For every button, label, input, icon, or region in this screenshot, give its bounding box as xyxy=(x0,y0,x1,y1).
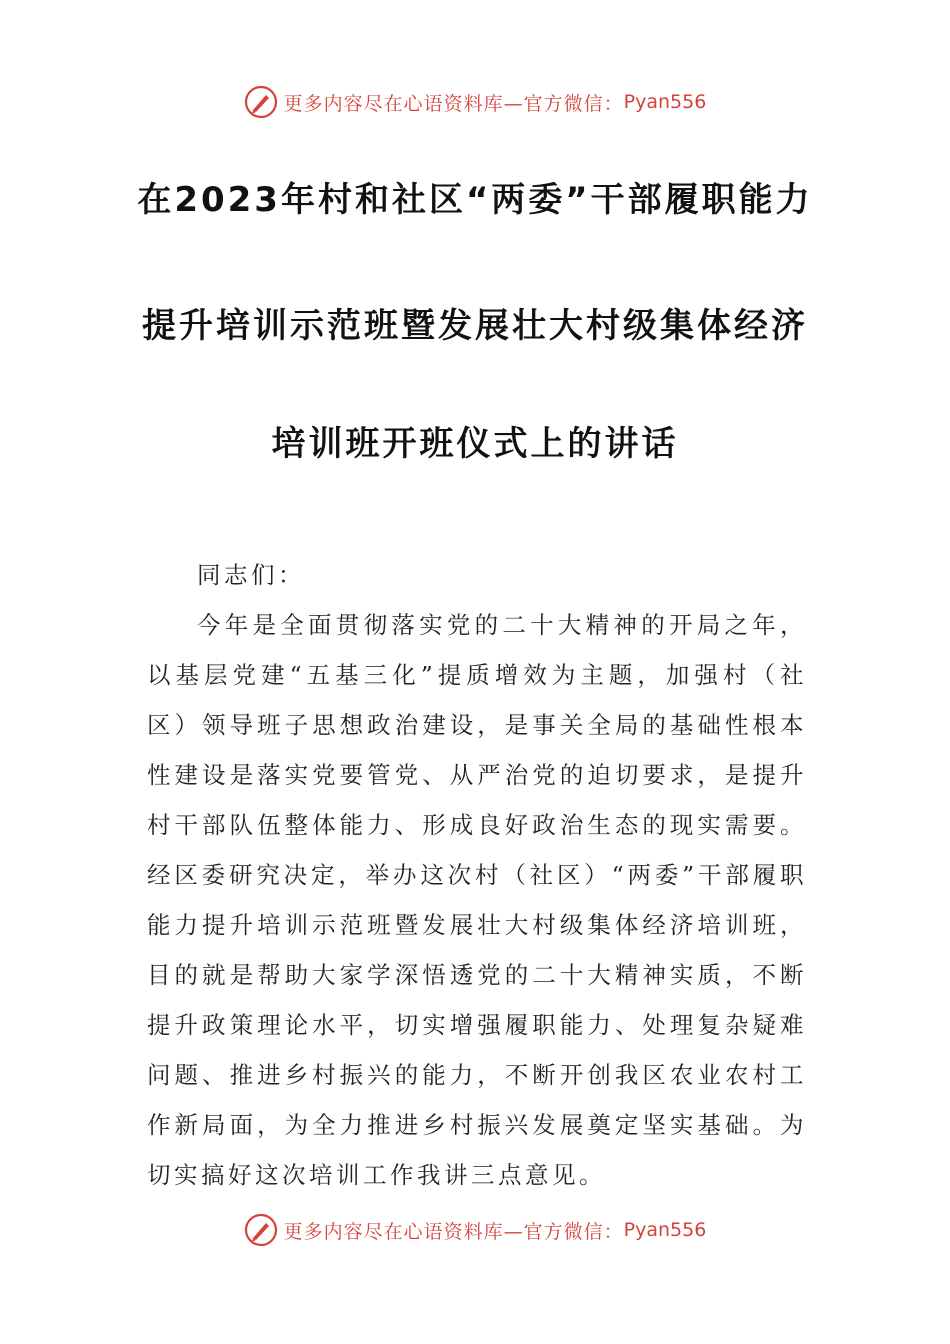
paragraph-1: 今年是全面贯彻落实党的二十大精神的开局之年，以基层党建“五基三化”提质增效为主题，加强村（社区）领导班子思想政治建设，是事关全局的基础性根本性建设是落实党要管党、从严治党的迫切要求，是提升村干部队伍整体能力、形成良好政治生态的现实需要。经区委研究决定，举办这次村（社区）“两委”干部履职能力提升培训示范班暨发展壮大村级集体经济培训班，目的就是帮助大家学深悟透党的二十大精神实质，不断提升政策理论水平，切实增强履职能力、处理复杂疑难问题、推进乡村振兴的能力，不断开创我区农业农村工作新局面，为全力推进乡村振兴发展奠定坚实基础。为切实搞好这次培训工作我讲三点意见。 xyxy=(147,611,807,1189)
pen-logo-icon xyxy=(244,1213,278,1247)
watermark-footer xyxy=(0,1210,950,1250)
watermark-header xyxy=(0,82,950,122)
pen-logo-icon xyxy=(244,85,278,119)
watermark-wechat-id: Pyan556 xyxy=(623,91,707,113)
title-line-3: 培训班开班仪式上的讲话 xyxy=(271,424,679,464)
salutation: 同志们： xyxy=(197,561,305,589)
watermark-wechat-id: Pyan556 xyxy=(623,1219,707,1241)
watermark-text: 更多内容尽在心语资料库—官方微信： xyxy=(283,1220,624,1243)
speech-body xyxy=(147,550,807,1200)
watermark-text: 更多内容尽在心语资料库—官方微信： xyxy=(283,92,624,115)
title-line-2: 提升培训示范班暨发展壮大村级集体经济 xyxy=(142,306,808,346)
title-line-1: 在2023年村和社区“两委”干部履职能力 xyxy=(137,180,813,220)
